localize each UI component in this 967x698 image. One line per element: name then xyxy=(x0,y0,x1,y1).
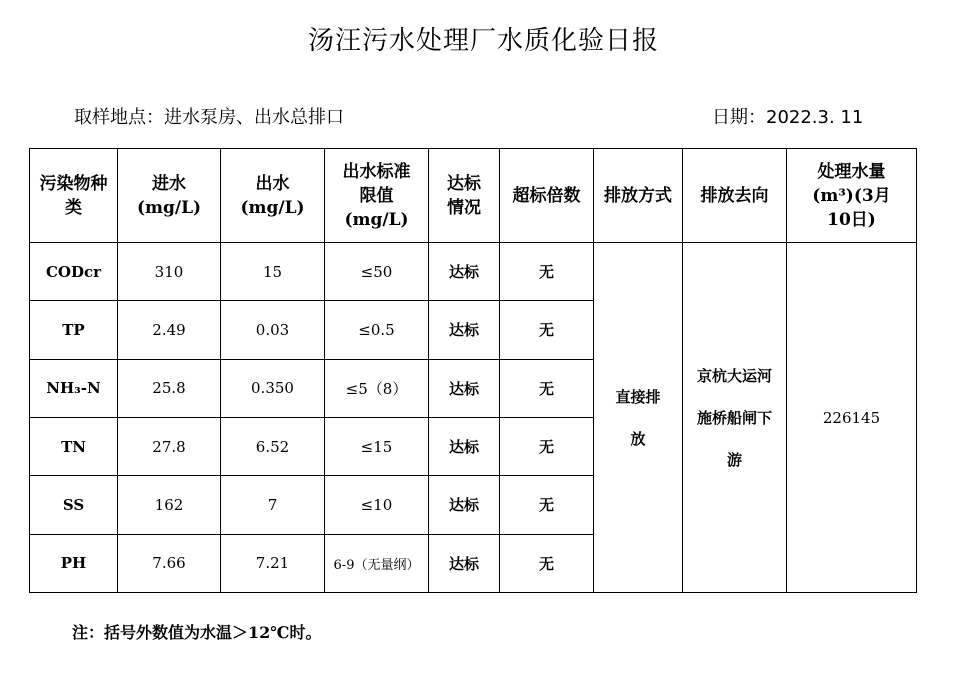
header-volume: 处理水量(m³)(3月10日) xyxy=(787,149,917,243)
inflow-cell: 310 xyxy=(118,243,221,301)
exceed-cell: 无 xyxy=(500,301,594,359)
pollutant-cell: TP xyxy=(30,301,118,359)
exceed-cell: 无 xyxy=(500,534,594,592)
exceed-cell: 无 xyxy=(500,359,594,417)
water-quality-table xyxy=(29,148,917,593)
header-inflow: 进水(mg/L) xyxy=(118,149,221,243)
discharge-method-cell: 直接排放 xyxy=(594,243,683,593)
inflow-cell: 25.8 xyxy=(118,359,221,417)
treated-volume-cell: 226145 xyxy=(787,243,917,593)
exceed-cell: 无 xyxy=(500,476,594,534)
table-row xyxy=(30,243,917,301)
header-pollutant: 污染物种类 xyxy=(30,149,118,243)
outflow-cell: 0.03 xyxy=(221,301,325,359)
header-row xyxy=(30,149,917,243)
exceed-cell: 无 xyxy=(500,417,594,475)
standard-cell: ≤50 xyxy=(325,243,429,301)
standard-cell: ≤0.5 xyxy=(325,301,429,359)
header-exceed: 超标倍数 xyxy=(500,149,594,243)
header-discharge-method: 排放方式 xyxy=(594,149,683,243)
pollutant-cell: TN xyxy=(30,417,118,475)
outflow-cell: 0.350 xyxy=(221,359,325,417)
header-discharge-to: 排放去向 xyxy=(683,149,787,243)
status-cell: 达标 xyxy=(429,359,500,417)
pollutant-cell: CODcr xyxy=(30,243,118,301)
outflow-cell: 15 xyxy=(221,243,325,301)
status-cell: 达标 xyxy=(429,301,500,359)
status-cell: 达标 xyxy=(429,243,500,301)
status-cell: 达标 xyxy=(429,417,500,475)
inflow-cell: 2.49 xyxy=(118,301,221,359)
report-date: 日期：2022.3. 11 xyxy=(712,107,864,128)
header-standard: 出水标准限值(mg/L) xyxy=(325,149,429,243)
footnote: 注：括号外数值为水温＞12℃时。 xyxy=(72,623,322,642)
pollutant-cell: NH₃-N xyxy=(30,359,118,417)
standard-cell: ≤10 xyxy=(325,476,429,534)
inflow-cell: 162 xyxy=(118,476,221,534)
sampling-point: 取样地点：进水泵房、出水总排口 xyxy=(74,107,344,128)
standard-cell: 6-9（无量纲） xyxy=(325,534,429,592)
status-cell: 达标 xyxy=(429,534,500,592)
outflow-cell: 7 xyxy=(221,476,325,534)
discharge-to-cell: 京杭大运河施桥船闸下游 xyxy=(683,243,787,593)
pollutant-cell: SS xyxy=(30,476,118,534)
outflow-cell: 7.21 xyxy=(221,534,325,592)
status-cell: 达标 xyxy=(429,476,500,534)
header-status: 达标情况 xyxy=(429,149,500,243)
standard-cell: ≤15 xyxy=(325,417,429,475)
report-title: 汤汪污水处理厂水质化验日报 xyxy=(307,26,659,56)
outflow-cell: 6.52 xyxy=(221,417,325,475)
inflow-cell: 27.8 xyxy=(118,417,221,475)
inflow-cell: 7.66 xyxy=(118,534,221,592)
header-outflow: 出水(mg/L) xyxy=(221,149,325,243)
standard-cell: ≤5（8） xyxy=(325,359,429,417)
pollutant-cell: PH xyxy=(30,534,118,592)
exceed-cell: 无 xyxy=(500,243,594,301)
